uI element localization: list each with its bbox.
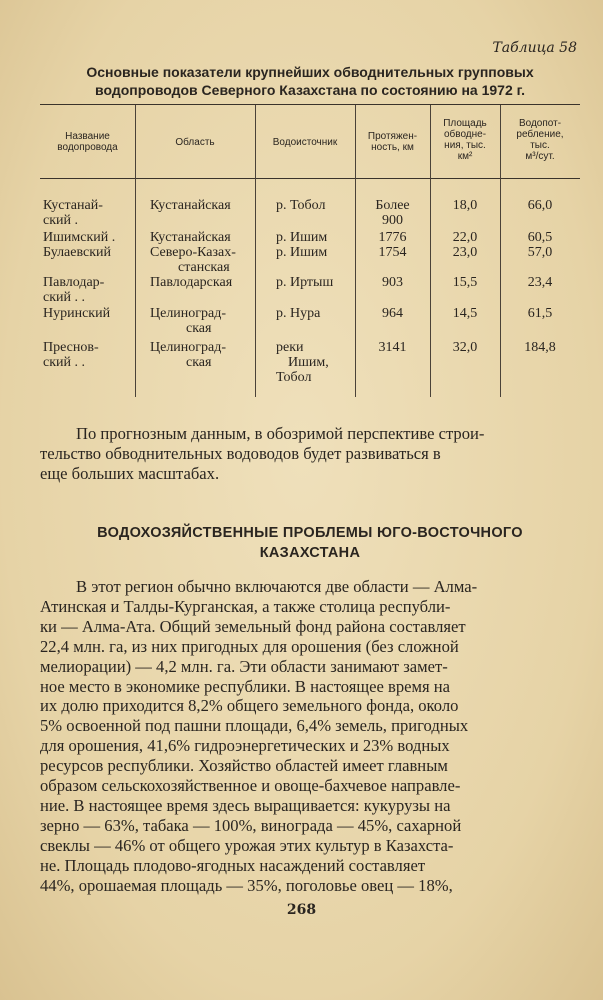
- text-line: их долю приходится 8,2% общего земельного фонда, около: [40, 696, 459, 716]
- cell-line: 903: [382, 275, 403, 290]
- table-cell-area: 22,0: [452, 230, 478, 245]
- table-cell-source: [276, 306, 320, 321]
- cell-line: Павлодарская: [150, 275, 233, 290]
- table-cell-area: 32,0: [452, 340, 478, 355]
- text-line: для орошения, 41,6% гидроэнергетических и 23% водных: [40, 736, 450, 756]
- table-title: [40, 63, 580, 99]
- cell-line: р. Нура: [276, 306, 321, 321]
- table-cell-name: [43, 340, 99, 370]
- cell-line: Целиноград-: [150, 340, 227, 355]
- header-line: м³/сут.: [525, 151, 555, 162]
- table-cell-area: 15,5: [452, 275, 478, 290]
- table-cell-region: [150, 306, 226, 336]
- heading-line: КАЗАХСТАНА: [259, 545, 361, 561]
- main-paragraph: [40, 577, 580, 896]
- table-cell-area: 14,5: [452, 306, 478, 321]
- header-line: обводне-: [443, 129, 487, 140]
- forecast-paragraph: [40, 424, 580, 484]
- cell-line: Кустанайская: [150, 230, 231, 245]
- table-cell-length: [355, 198, 430, 228]
- header-line: ность, км: [371, 142, 414, 153]
- text-line: В этот регион обычно включаются две области — Алма-: [76, 577, 478, 596]
- cell-line: Булаевский: [43, 245, 112, 260]
- text-line: ки — Алма-Ата. Общий земельный фонд района составляет: [40, 616, 466, 636]
- table-cell-region: [150, 340, 226, 370]
- table-cell-consumption: 66,0: [527, 198, 553, 213]
- text-line: 22,4 млн. га, из них пригодных для орошения (без сложной: [40, 636, 459, 656]
- table-cell-length: [355, 245, 430, 260]
- text-line: 5% освоенной под пашни площади, 6,4% земель, пригодных: [40, 716, 469, 736]
- table-cell-length: [355, 340, 430, 355]
- header-line: км²: [457, 151, 473, 162]
- header-line: Водопот-: [518, 118, 562, 129]
- header-line: Название: [65, 131, 110, 142]
- text-line: мелиорации) — 4,2 млн. га. Эти области занимают замет-: [40, 656, 448, 676]
- table-cell-name: [43, 275, 104, 305]
- text-line: ние. В настоящее время здесь выращивается: кукурузы на: [40, 795, 451, 815]
- header-line: Водоисточник: [272, 137, 338, 148]
- cell-line: Нуринский: [43, 306, 111, 321]
- table-cell-name: [43, 306, 110, 321]
- cell-line: Кустанай-: [43, 198, 103, 213]
- cell-line: Тобол: [276, 370, 312, 385]
- header-line: ния, тыс.: [444, 140, 486, 151]
- table-cell-region: [150, 198, 231, 213]
- cell-line: р. Ишим: [276, 245, 328, 260]
- cell-line: 1776: [378, 230, 407, 245]
- column-divider: [255, 105, 256, 397]
- text-line: 44%, орошаемая площадь — 35%, поголовье овец — 18%,: [40, 875, 453, 895]
- table-cell-length: [355, 306, 430, 321]
- table-top-rule: [40, 104, 580, 105]
- text-line: образом сельскохозяйственное и овоще-бахчевое направле-: [40, 776, 461, 796]
- text-line: тельство обводнительных водоводов будет развиваться в: [40, 443, 441, 463]
- cell-line: Павлодар-: [43, 275, 105, 290]
- table-cell-region: [150, 245, 236, 275]
- table-cell-consumption: 184,8: [524, 340, 556, 355]
- cell-line: Кустанайская: [150, 198, 231, 213]
- table-number-label: Таблица 58: [492, 40, 577, 56]
- table-cell-area: 18,0: [452, 198, 478, 213]
- header-name: [40, 131, 135, 153]
- table-cell-region: [150, 230, 231, 245]
- header-line: водопровода: [57, 142, 118, 153]
- header-line: тыс.: [530, 140, 550, 151]
- cell-line: ский .: [43, 213, 78, 228]
- table-cell-consumption: 57,0: [527, 245, 553, 260]
- table-cell-length: [355, 275, 430, 290]
- header-area: [430, 118, 500, 162]
- table-cell-name: [43, 230, 115, 245]
- cell-line: ский . .: [43, 290, 85, 305]
- text-line: свеклы — 46% от общего урожая этих культур в Казахста-: [40, 835, 454, 855]
- text-line: зерно — 63%, табака — 100%, винограда — 45%, сахарной: [40, 815, 462, 835]
- text-line: По прогнозным данным, в обозримой перспективе строи-: [76, 424, 485, 443]
- cell-line: р. Ишим: [276, 230, 328, 245]
- table-header-rule: [40, 178, 580, 179]
- cell-line: Ишим,: [288, 355, 329, 370]
- header-line: ребление,: [516, 129, 564, 140]
- text-line: ресурсов республики. Хозяйство областей имеет главным: [40, 756, 448, 776]
- cell-line: 964: [382, 306, 403, 321]
- text-line: Атинская и Талды-Курганская, а также столица республи-: [40, 596, 451, 616]
- table-cell-length: [355, 230, 430, 245]
- cell-line: станская: [178, 260, 230, 275]
- cell-line: р. Иртыш: [276, 275, 334, 290]
- table-title-line: Основные показатели крупнейших обводнительных групповых: [86, 64, 534, 80]
- cell-line: Ишимский .: [43, 230, 116, 245]
- cell-line: Преснов-: [43, 340, 99, 355]
- text-line: еще больших масштабах.: [40, 463, 220, 483]
- cell-line: 900: [382, 213, 403, 228]
- page-number: 268: [286, 902, 317, 918]
- header-line: Область: [175, 137, 215, 148]
- table-cell-consumption: 60,5: [527, 230, 553, 245]
- heading-line: ВОДОХОЗЯЙСТВЕННЫЕ ПРОБЛЕМЫ ЮГО-ВОСТОЧНОГО: [97, 525, 523, 541]
- table-cell-region: [150, 275, 232, 290]
- cell-line: 3141: [378, 340, 407, 355]
- header-region: [135, 137, 255, 148]
- table-cell-consumption: 61,5: [527, 306, 553, 321]
- table-cell-source: [276, 230, 327, 245]
- header-consumption: [500, 118, 580, 162]
- cell-line: р. Тобол: [276, 198, 326, 213]
- table-cell-source: [276, 198, 325, 213]
- cell-line: ская: [186, 321, 212, 336]
- header-source: [255, 137, 355, 148]
- cell-line: Целиноград-: [150, 306, 227, 321]
- column-divider: [135, 105, 136, 397]
- text-line: ное место в экономике республики. В настоящее время на: [40, 676, 451, 696]
- cell-line: ская: [186, 355, 212, 370]
- cell-line: Более: [375, 198, 410, 213]
- table-title-line: водопроводов Северного Казахстана по состоянию на 1972 г.: [95, 82, 525, 98]
- header-length: [355, 131, 430, 153]
- cell-line: ский . .: [43, 355, 85, 370]
- header-line: Протяжен-: [367, 131, 418, 142]
- cell-line: реки: [276, 340, 304, 355]
- table-cell-name: [43, 245, 111, 260]
- header-line: Площадь: [443, 118, 487, 129]
- text-line: не. Площадь плодово-ягодных насаждений составляет: [40, 855, 426, 875]
- table-cell-source: [276, 340, 329, 385]
- section-heading: [40, 523, 580, 563]
- table-cell-area: 23,0: [452, 245, 478, 260]
- table-cell-source: [276, 245, 327, 260]
- table-cell-name: [43, 198, 103, 228]
- cell-line: Северо-Казах-: [150, 245, 236, 260]
- table-cell-source: [276, 275, 333, 290]
- cell-line: 1754: [378, 245, 407, 260]
- table-cell-consumption: 23,4: [527, 275, 553, 290]
